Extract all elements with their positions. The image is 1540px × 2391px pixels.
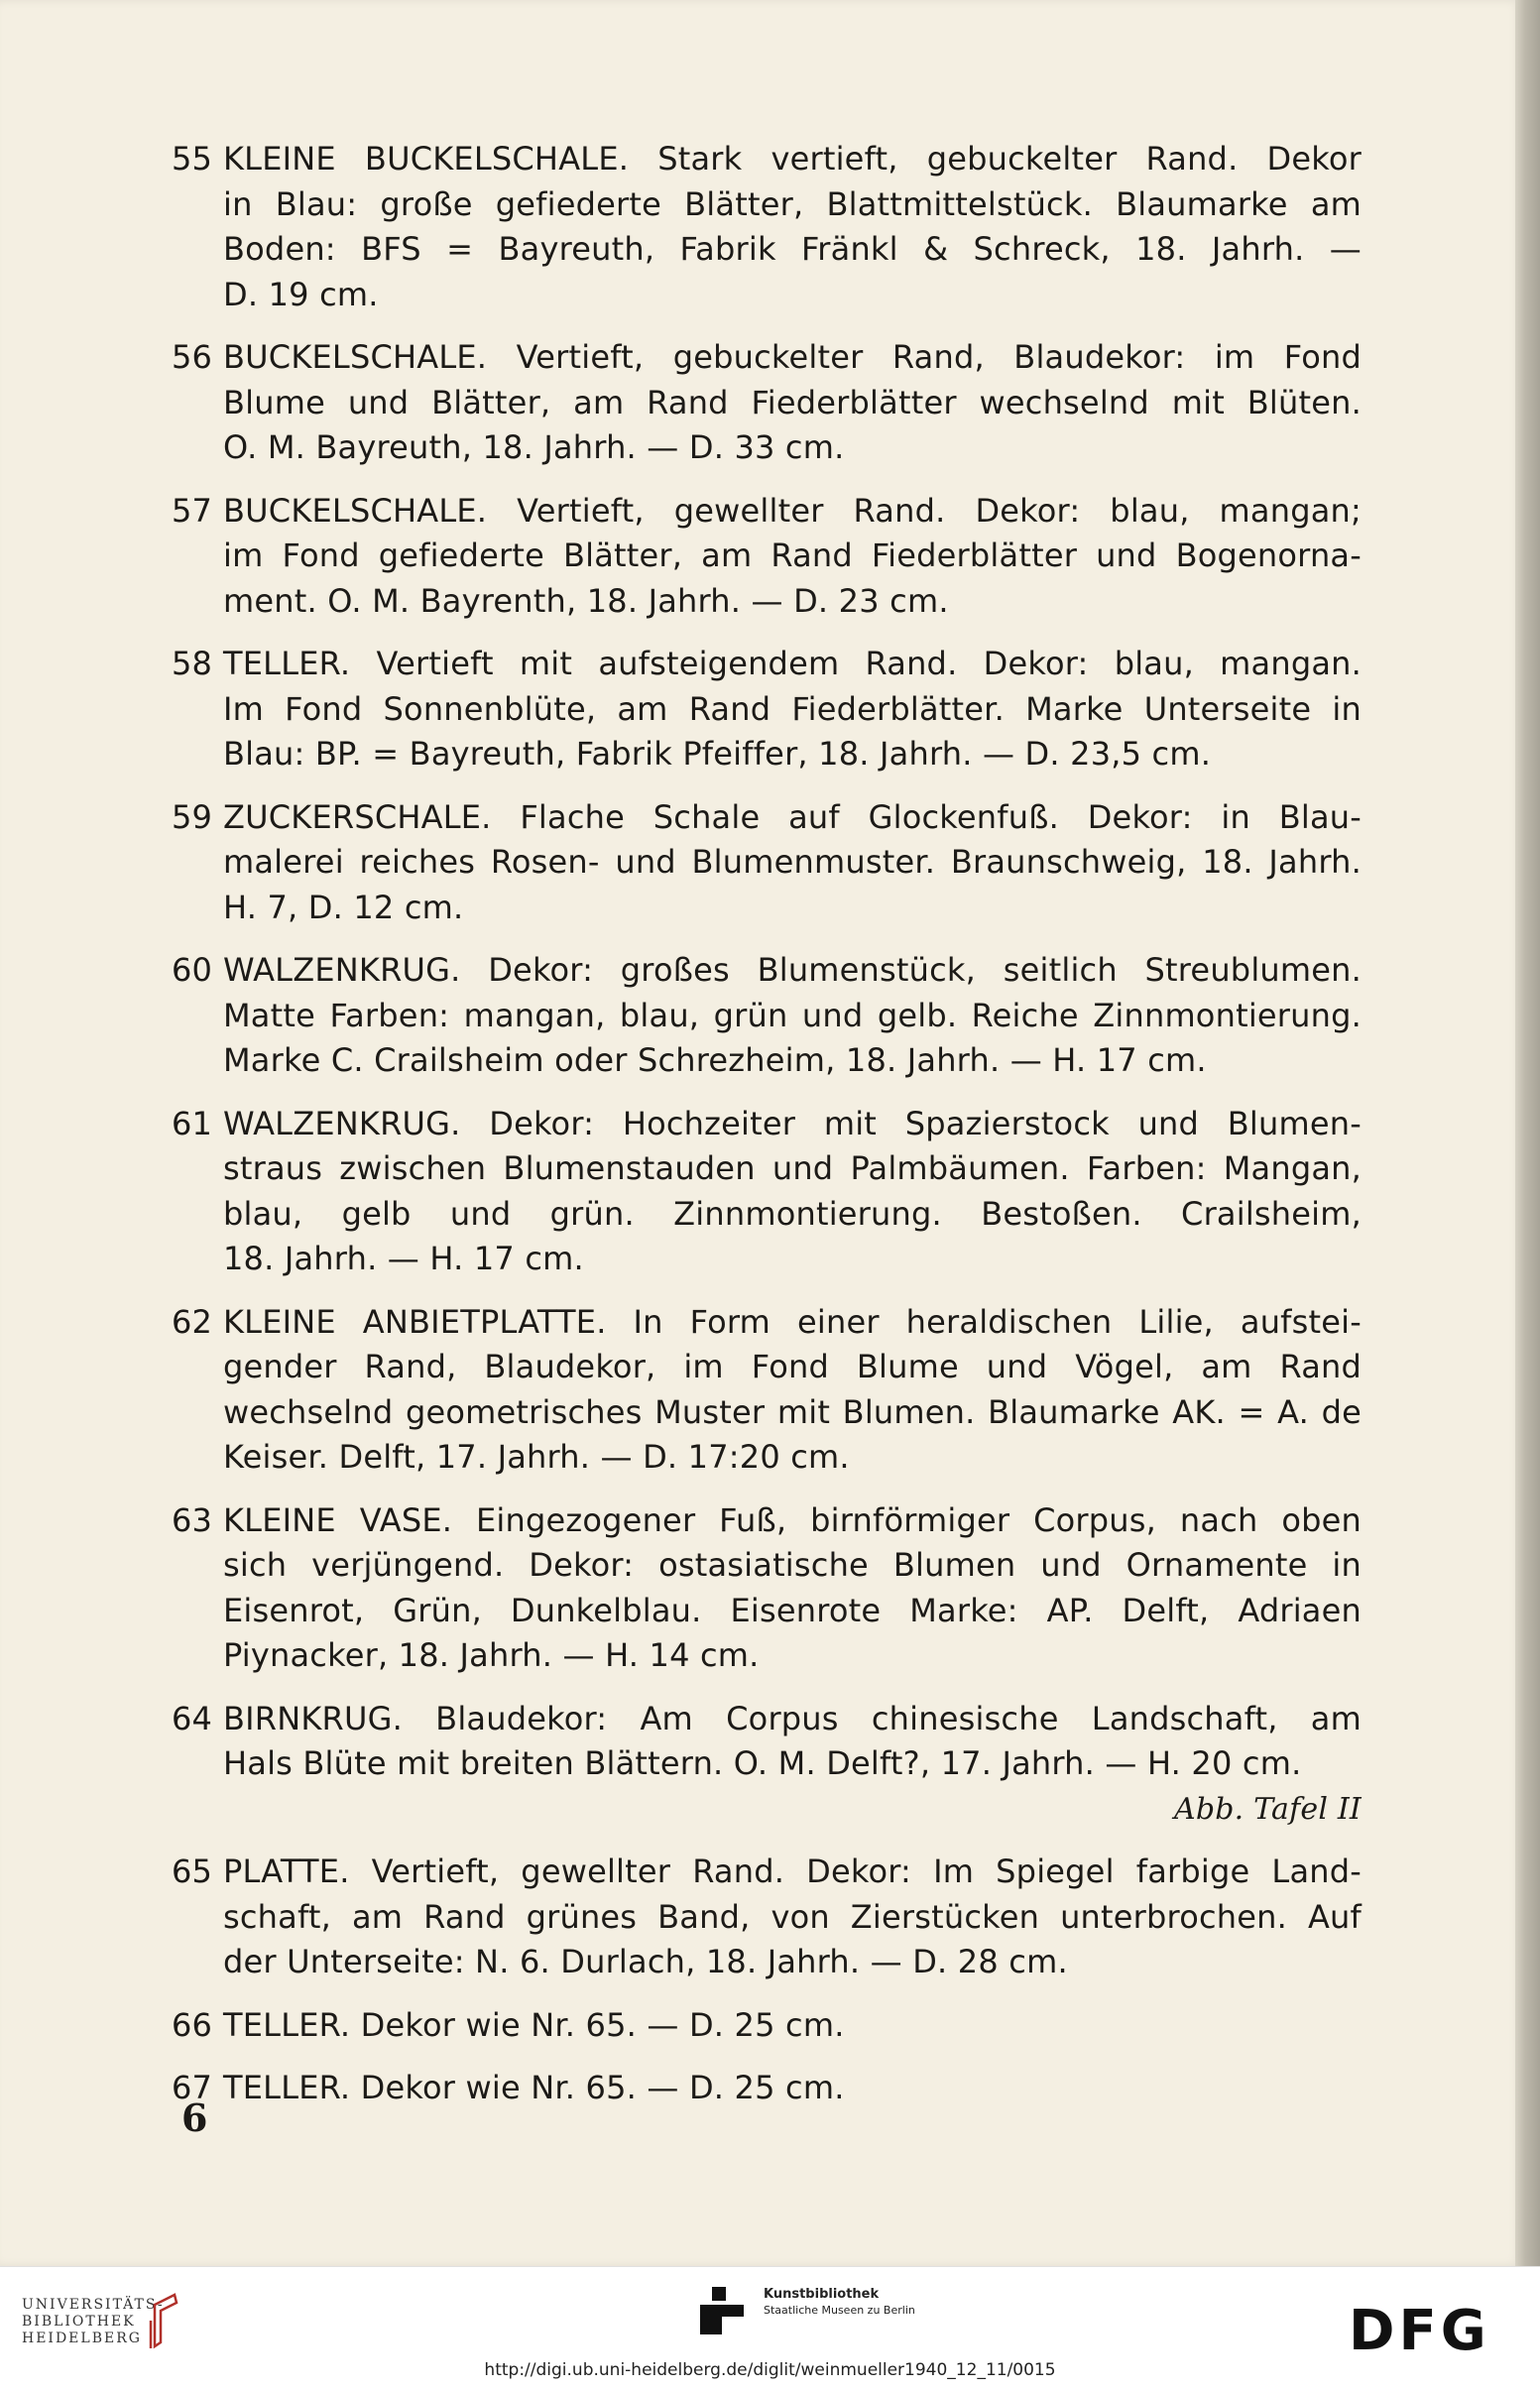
entry-line: Blau: BP. = Bayreuth, Fabrik Pfeiffer, 18. Jahrh. — D. 23,5 cm. (223, 735, 1212, 773)
catalog-entry (172, 795, 1362, 931)
entry-line: BIRNKRUG. Blaudekor: Am Corpus chinesische Landschaft, am (223, 1699, 1362, 1737)
entry-line: sich verjüngend. Dekor: ostasiatische Blumen und Ornamente in (223, 1546, 1362, 1584)
entry-line: wechselnd geometrisches Muster mit Blumen. Blaumarke AK. = A. de (223, 1392, 1362, 1431)
ub-logo-line: HEIDELBERG (22, 2331, 142, 2346)
entry-line: ment. O. M. Bayrenth, 18. Jahrh. — D. 23 cm. (223, 581, 949, 620)
entry-number: 62 (172, 1302, 213, 1341)
page-edge (1515, 0, 1540, 2266)
entry-line: ZUCKERSCHALE. Flache Schale auf Glockenfuß. Dekor: in Blau- (223, 797, 1362, 836)
entry-line: WALZENKRUG. Dekor: Hochzeiter mit Spazierstock und Blumen- (223, 1104, 1362, 1142)
catalog-entry (172, 1102, 1362, 1282)
catalog-entry (172, 642, 1362, 777)
kunstbibliothek-text (764, 2287, 915, 2318)
entry-number: 64 (172, 1699, 213, 1737)
entry-line: Eisenrot, Grün, Dunkelblau. Eisenrote Marke: AP. Delft, Adriaen (223, 1591, 1362, 1629)
entry-line: in Blau: große gefiederte Blätter, Blattmittelstück. Blaumarke am (223, 184, 1362, 223)
catalog-entries (172, 137, 1362, 2129)
source-url[interactable]: http://digi.ub.uni-heidelberg.de/diglit/weinmueller1940_12_11/0015 (484, 2360, 1056, 2380)
entry-number: 59 (172, 797, 213, 836)
catalog-entry (172, 2003, 1362, 2049)
kb-subtitle: Staatliche Museen zu Berlin (764, 2304, 915, 2317)
ub-mark-icon (145, 2291, 180, 2350)
entry-number: 66 (172, 2005, 213, 2044)
entry-line: BUCKELSCHALE. Vertieft, gewellter Rand. Dekor: blau, mangan; (223, 491, 1362, 530)
entry-number: 57 (172, 491, 213, 530)
catalog-entry (172, 335, 1362, 471)
entry-line: PLATTE. Vertieft, gewellter Rand. Dekor: Im Spiegel farbige Land- (223, 1853, 1362, 1890)
entry-line: Marke C. Crailsheim oder Schrezheim, 18. Jahrh. — H. 17 cm. (223, 1041, 1207, 1079)
entry-number: 60 (172, 951, 213, 989)
catalog-entry (172, 2066, 1362, 2111)
entry-number: 58 (172, 645, 213, 682)
catalog-entry (172, 1498, 1362, 1679)
entry-line: WALZENKRUG. Dekor: großes Blumenstück, seitlich Streublumen. (223, 951, 1362, 989)
entry-line: 18. Jahrh. — H. 17 cm. (223, 1240, 584, 1277)
entry-line: der Unterseite: N. 6. Durlach, 18. Jahrh. — D. 28 cm. (223, 1943, 1068, 1980)
entry-line: Piynacker, 18. Jahrh. — H. 14 cm. (223, 1636, 760, 1674)
entry-line: malerei reiches Rosen- und Blumenmuster. Braunschweig, 18. Jahrh. (223, 843, 1362, 881)
page-number: 6 (181, 2095, 208, 2140)
ub-logo-line: BIBLIOTHEK (22, 2314, 136, 2330)
entry-number: 56 (172, 338, 213, 376)
entry-line: KLEINE ANBIETPLATTE. In Form einer heraldischen Lilie, aufstei- (223, 1302, 1362, 1341)
entry-line: D. 19 cm. (223, 275, 379, 313)
catalog-entry (172, 1300, 1362, 1481)
entry-line: straus zwischen Blumenstauden und Palmbäumen. Farben: Mangan, (223, 1149, 1362, 1187)
entry-line: gender Rand, Blaudekor, im Fond Blume und Vögel, am Rand (223, 1348, 1362, 1385)
dfg-logo[interactable]: DFG (1349, 2299, 1490, 2363)
entry-number: 55 (172, 140, 213, 178)
entry-line: KLEINE BUCKELSCHALE. Stark vertieft, gebuckelter Rand. Dekor (223, 140, 1362, 178)
entry-number: 63 (172, 1500, 213, 1539)
entry-number: 61 (172, 1104, 213, 1142)
entry-line: O. M. Bayreuth, 18. Jahrh. — D. 33 cm. (223, 428, 845, 466)
entry-line: Keiser. Delft, 17. Jahrh. — D. 17:20 cm. (223, 1438, 850, 1476)
entry-number: 67 (172, 2069, 213, 2106)
kb-title: Kunstbibliothek (764, 2287, 880, 2302)
entry-line: Blume und Blätter, am Rand Fiederblätter wechselnd mit Blüten. (223, 383, 1362, 421)
entry-line: blau, gelb und grün. Zinnmontierung. Bestoßen. Crailsheim, (223, 1194, 1362, 1233)
catalog-entry (172, 948, 1362, 1084)
entry-line: BUCKELSCHALE. Vertieft, gebuckelter Rand, Blaudekor: im Fond (223, 338, 1362, 376)
entry-line: KLEINE VASE. Eingezogener Fuß, birnförmiger Corpus, nach oben (223, 1500, 1362, 1539)
ub-heidelberg-logo[interactable] (22, 2297, 165, 2347)
kunstbibliothek-logo-icon[interactable] (700, 2287, 756, 2338)
entry-line: TELLER. Dekor wie Nr. 65. — D. 25 cm. (223, 2005, 845, 2044)
entry-line: TELLER. Dekor wie Nr. 65. — D. 25 cm. (223, 2069, 845, 2106)
catalog-entry (172, 1697, 1362, 1833)
entry-line: Boden: BFS = Bayreuth, Fabrik Fränkl & Schreck, 18. Jahrh. — (223, 230, 1362, 268)
entry-number: 65 (172, 1853, 213, 1890)
entry-line: Hals Blüte mit breiten Blättern. O. M. Delft?, 17. Jahrh. — H. 20 cm. (223, 1744, 1302, 1782)
plate-reference: Abb. Tafel II (1173, 1791, 1362, 1827)
catalog-entry (172, 137, 1362, 317)
entry-line: schaft, am Rand grünes Band, von Zierstücken unterbrochen. Auf (223, 1897, 1362, 1936)
entry-line: Im Fond Sonnenblüte, am Rand Fiederblätter. Marke Unterseite in (223, 689, 1362, 728)
entry-line: Matte Farben: mangan, blau, grün und gelb. Reiche Zinnmontierung. (223, 996, 1362, 1034)
catalog-entry (172, 489, 1362, 625)
entry-line: H. 7, D. 12 cm. (223, 888, 464, 926)
ub-logo-line: UNIVERSITÄTS- (22, 2297, 165, 2313)
entry-line: im Fond gefiederte Blätter, am Rand Fiederblätter und Bogenorna- (223, 537, 1362, 574)
entry-line: TELLER. Vertieft mit aufsteigendem Rand. Dekor: blau, mangan. (223, 645, 1362, 682)
catalog-entry (172, 1850, 1362, 1985)
